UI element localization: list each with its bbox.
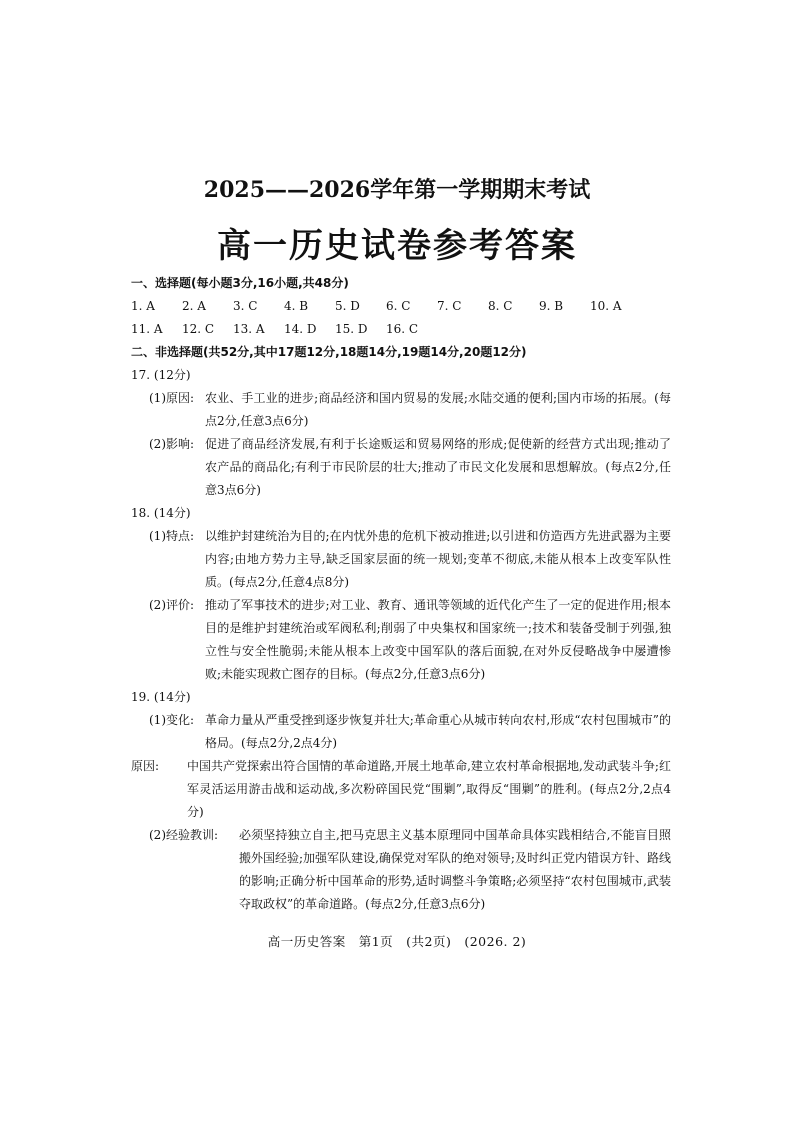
- question-19-heading: 19. (14分): [131, 690, 191, 704]
- mc-answer: 14. D: [284, 322, 317, 336]
- q17-part2-label: (2)影响:: [149, 437, 195, 451]
- mc-answer: 4. B: [284, 299, 309, 313]
- mc-answer: 2. A: [182, 299, 206, 313]
- mc-answer: 3. C: [233, 299, 258, 313]
- mc-answer: 6. C: [386, 299, 411, 313]
- mc-answers-row1: [131, 295, 671, 318]
- q17-part1-text: 农业、手工业的进步;商品经济和国内贸易的发展;水陆交通的便利;国内市场的拓展。(每点2分,任意3点6分): [205, 391, 671, 428]
- q19-part2: [131, 824, 671, 916]
- answer-content: [131, 272, 671, 916]
- q18-part1-text: 以维护封建统治为目的;在内忧外患的危机下被动推进;以引进和仿造西方先进武器为主要内容;由地方势力主导,缺乏国家层面的统一规划;变革不彻底,未能从根本上改变军队性质。(每点2分,任意4点8分): [205, 529, 671, 589]
- q19-part1-text: 革命力量从严重受挫到逐步恢复并壮大;革命重心从城市转向农村,形成“农村包围城市”的格局。(每点2分,2点4分): [205, 713, 671, 750]
- q19-part1-label: (1)变化:: [149, 713, 195, 727]
- mc-answer: 11. A: [131, 322, 163, 336]
- q19-reason: [131, 755, 671, 824]
- q19-reason-text: 中国共产党探索出符合国情的革命道路,开展土地革命,建立农村革命根据地,发动武装斗争;红军灵活运用游击战和运动战,多次粉碎国民党“围剿”,取得反“围剿”的胜利。(每点2分,2点4分): [187, 759, 671, 819]
- mc-answer: 13. A: [233, 322, 265, 336]
- mc-answer: 15. D: [335, 322, 368, 336]
- section2-heading: 二、非选择题(共52分,其中17题12分,18题14分,19题14分,20题12分): [131, 345, 527, 359]
- mc-answer: 5. D: [335, 299, 360, 313]
- mc-answer: 9. B: [539, 299, 564, 313]
- mc-answers-row2: [131, 318, 671, 341]
- q19-part2-label: (2)经验教训:: [149, 828, 219, 842]
- mc-answer: 7. C: [437, 299, 462, 313]
- q18-part2: [131, 594, 671, 686]
- mc-answer: 10. A: [590, 299, 622, 313]
- mc-answer: 8. C: [488, 299, 513, 313]
- mc-answer: 12. C: [182, 322, 215, 336]
- page-footer: 高一历史答案 第1页 (共2页) (2026. 2): [267, 934, 527, 949]
- q19-reason-label: 原因:: [131, 759, 160, 773]
- answer-key-title: 高一历史试卷参考答案: [217, 226, 577, 266]
- q17-part1: [131, 387, 671, 433]
- question-18-heading: 18. (14分): [131, 506, 191, 520]
- section1-heading: 一、选择题(每小题3分,16小题,共48分): [131, 276, 349, 290]
- mc-answer: 1. A: [131, 299, 155, 313]
- exam-title: 2025——2026学年第一学期期末考试: [203, 177, 591, 203]
- q19-part1: [131, 709, 671, 755]
- q19-part2-text: 必须坚持独立自主,把马克思主义基本原理同中国革命具体实践相结合,不能盲目照搬外国经验;加强军队建设,确保党对军队的绝对领导;及时纠正党内错误方针、路线的影响;正确分析中国革命的形势,适时调整斗争策略;必须坚持“农村包围城市,武装夺取政权”的革命道路。(每点2分,任意3点6分): [239, 828, 671, 911]
- question-17-heading: 17. (12分): [131, 368, 191, 382]
- q17-part2-text: 促进了商品经济发展,有利于长途贩运和贸易网络的形成;促使新的经营方式出现;推动了农产品的商品化;有利于市民阶层的壮大;推动了市民文化发展和思想解放。(每点2分,任意3点6分): [205, 437, 671, 497]
- q17-part1-label: (1)原因:: [149, 391, 195, 405]
- q18-part2-label: (2)评价:: [149, 598, 195, 612]
- q18-part1: [131, 525, 671, 594]
- mc-answer: 16. C: [386, 322, 419, 336]
- q17-part2: [131, 433, 671, 502]
- q18-part1-label: (1)特点:: [149, 529, 195, 543]
- q18-part2-text: 推动了军事技术的进步;对工业、教育、通讯等领域的近代化产生了一定的促进作用;根本目的是维护封建统治或军阀私利;削弱了中央集权和国家统一;技术和装备受制于列强,独立性与安全性脆弱;未能从根本上改变中国军队的落后面貌,在对外反侵略战争中屡遭惨败;未能实现救亡图存的目标。(每点2分,任意3点6分): [205, 598, 671, 681]
